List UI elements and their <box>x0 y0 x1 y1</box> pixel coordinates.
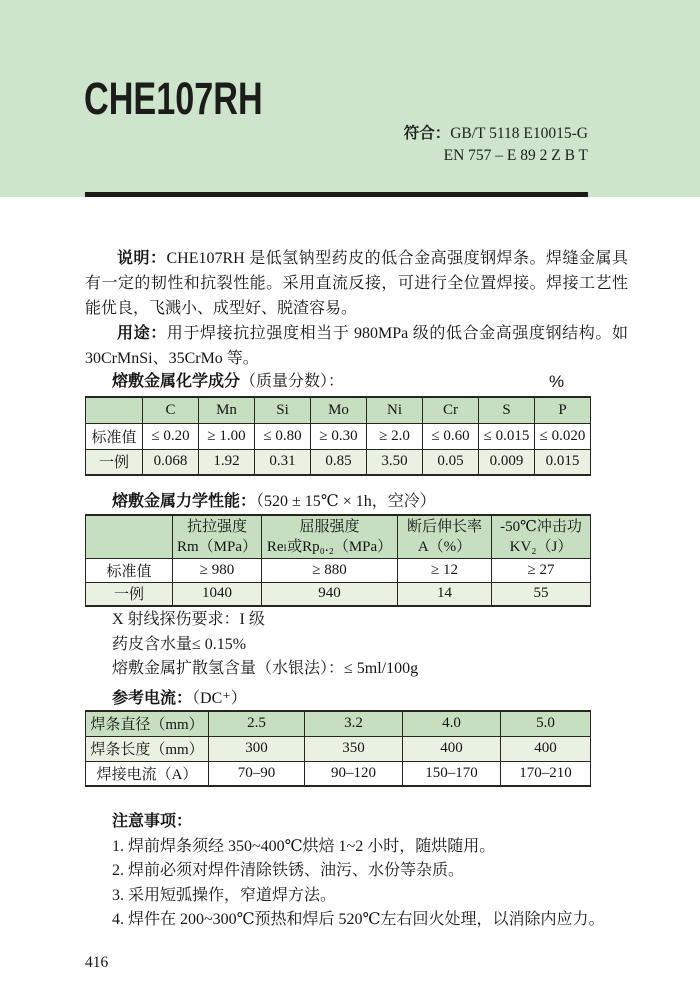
row-label: 一例 <box>86 449 143 475</box>
cell: 55 <box>492 582 591 606</box>
description-text: CHE107RH 是低氢钠型药皮的低合金高强度钢焊条。焊缝金属具有一定的韧性和抗裂性能。采用直流反接，可进行全位置焊接。焊接工艺性能优良，飞溅小、成型好、脱渣容易。 <box>85 250 628 317</box>
chem-col-header: P <box>535 397 591 423</box>
cell: ≤ 0.015 <box>479 423 535 449</box>
description-label: 说明： <box>117 250 167 267</box>
current-section-title: 参考电流：（DC⁺） <box>112 690 247 707</box>
header-band <box>0 0 700 197</box>
current-row <box>86 761 591 786</box>
cell: 1.92 <box>199 449 255 475</box>
cell: 0.31 <box>255 449 311 475</box>
length-row <box>86 736 591 761</box>
mech-corner-cell <box>86 515 173 558</box>
coating-moisture: 药皮含水量≤ 0.15% <box>112 635 247 653</box>
row-label: 标准值 <box>86 423 143 449</box>
notes-section <box>112 810 604 933</box>
compliance-label: 符合： <box>403 125 451 142</box>
chem-corner-cell <box>86 397 143 423</box>
row-label: 焊条直径（mm） <box>86 711 209 736</box>
cell: ≤ 0.20 <box>143 423 199 449</box>
row-label: 标准值 <box>86 558 173 582</box>
cell: ≥ 1.00 <box>199 423 255 449</box>
cell: ≥ 980 <box>173 558 262 582</box>
chem-col-header: S <box>479 397 535 423</box>
cell: 5.0 <box>501 711 591 736</box>
chem-col-header: C <box>143 397 199 423</box>
cell: 14 <box>398 582 492 606</box>
chemical-composition-table <box>85 396 591 476</box>
cell: 400 <box>403 736 501 761</box>
cell: 0.85 <box>311 449 367 475</box>
cell: 1040 <box>173 582 262 606</box>
mech-header-row <box>86 515 591 558</box>
reference-current-table <box>85 710 591 787</box>
row-label: 焊条长度（mm） <box>86 736 209 761</box>
cell: 0.009 <box>479 449 535 475</box>
chem-col-header: Mo <box>311 397 367 423</box>
cell: 300 <box>209 736 305 761</box>
cell: 170–210 <box>501 761 591 786</box>
page-number: 416 <box>85 954 109 971</box>
compliance-standard-gb: GB/T 5118 E10015-G <box>450 125 588 142</box>
cell: 0.05 <box>423 449 479 475</box>
cell: 3.50 <box>367 449 423 475</box>
row-label: 一例 <box>86 582 173 606</box>
extra-specs <box>112 608 418 682</box>
mech-example-row <box>86 582 591 606</box>
diffusible-hydrogen: 熔敷金属扩散氢含量（水银法）：≤ 5ml/100g <box>112 660 419 677</box>
cell: 400 <box>501 736 591 761</box>
note-item: 4. 焊件在 200~300℃预热和焊后 520℃左右回火处理，以消除内应力。 <box>112 911 605 928</box>
note-item: 3. 采用短弧操作，窄道焊方法。 <box>112 886 337 904</box>
cell: ≤ 0.020 <box>535 423 591 449</box>
cell: ≥ 0.30 <box>311 423 367 449</box>
chemical-unit: % <box>549 372 565 391</box>
mechanical-section-title: 熔敷金属力学性能：（520 ± 15℃ × 1h，空冷） <box>112 493 436 510</box>
mechanical-properties-table <box>85 514 591 607</box>
cell: ≥ 880 <box>262 558 398 582</box>
cell: ≥ 12 <box>398 558 492 582</box>
chem-col-header: Cr <box>423 397 479 423</box>
product-title: CHE107RH <box>84 73 263 124</box>
cell: 0.068 <box>143 449 199 475</box>
cell: ≥ 2.0 <box>367 423 423 449</box>
intro-paragraphs <box>85 246 628 371</box>
chem-header-row <box>86 397 591 423</box>
chem-standard-row <box>86 423 591 449</box>
mech-col-header: -50℃冲击功 KV₂（J） <box>492 515 591 558</box>
note-item: 2. 焊前必须对焊件清除铁锈、油污、水份等杂质。 <box>112 862 465 879</box>
description-paragraph <box>85 246 628 321</box>
cell: 940 <box>262 582 398 606</box>
usage-text: 用于焊接抗拉强度相当于 980MPa 级的低合金高强度钢结构。如 30CrMnSi、35CrMo 等。 <box>85 325 628 367</box>
usage-paragraph <box>85 321 628 371</box>
compliance-standards <box>404 123 588 167</box>
compliance-line-en <box>404 145 588 167</box>
diameter-row <box>86 711 591 736</box>
compliance-standard-en: EN 757 – E 89 2 Z B T <box>443 147 588 164</box>
chem-col-header: Si <box>255 397 311 423</box>
usage-label: 用途： <box>117 325 167 342</box>
cell: 70–90 <box>209 761 305 786</box>
row-label: 焊接电流（A） <box>86 761 209 786</box>
compliance-line-gb <box>404 123 588 145</box>
xray-requirement: X 射线探伤要求：I 级 <box>112 611 265 628</box>
cell: 90–120 <box>305 761 403 786</box>
chemical-section-title: 熔敷金属化学成分（质量分数）： <box>112 373 345 390</box>
cell: 4.0 <box>403 711 501 736</box>
chem-example-row <box>86 449 591 475</box>
cell: 350 <box>305 736 403 761</box>
notes-title: 注意事项： <box>112 813 193 830</box>
cell: ≥ 27 <box>492 558 591 582</box>
cell: 3.2 <box>305 711 403 736</box>
mech-col-header: 屈服强度 Reₗ或Rp₀.₂（MPa） <box>262 515 398 558</box>
cell: ≤ 0.60 <box>423 423 479 449</box>
cell: 0.015 <box>535 449 591 475</box>
mech-standard-row <box>86 558 591 582</box>
mech-col-header: 抗拉强度 Rm（MPa） <box>173 515 262 558</box>
cell: 2.5 <box>209 711 305 736</box>
mech-col-header: 断后伸长率 A（%） <box>398 515 492 558</box>
cell: ≤ 0.80 <box>255 423 311 449</box>
cell: 150–170 <box>403 761 501 786</box>
note-item: 1. 焊前焊条须经 350~400℃烘焙 1~2 小时，随烘随用。 <box>112 837 496 855</box>
header-rule <box>85 192 588 197</box>
chem-col-header: Mn <box>199 397 255 423</box>
chem-col-header: Ni <box>367 397 423 423</box>
